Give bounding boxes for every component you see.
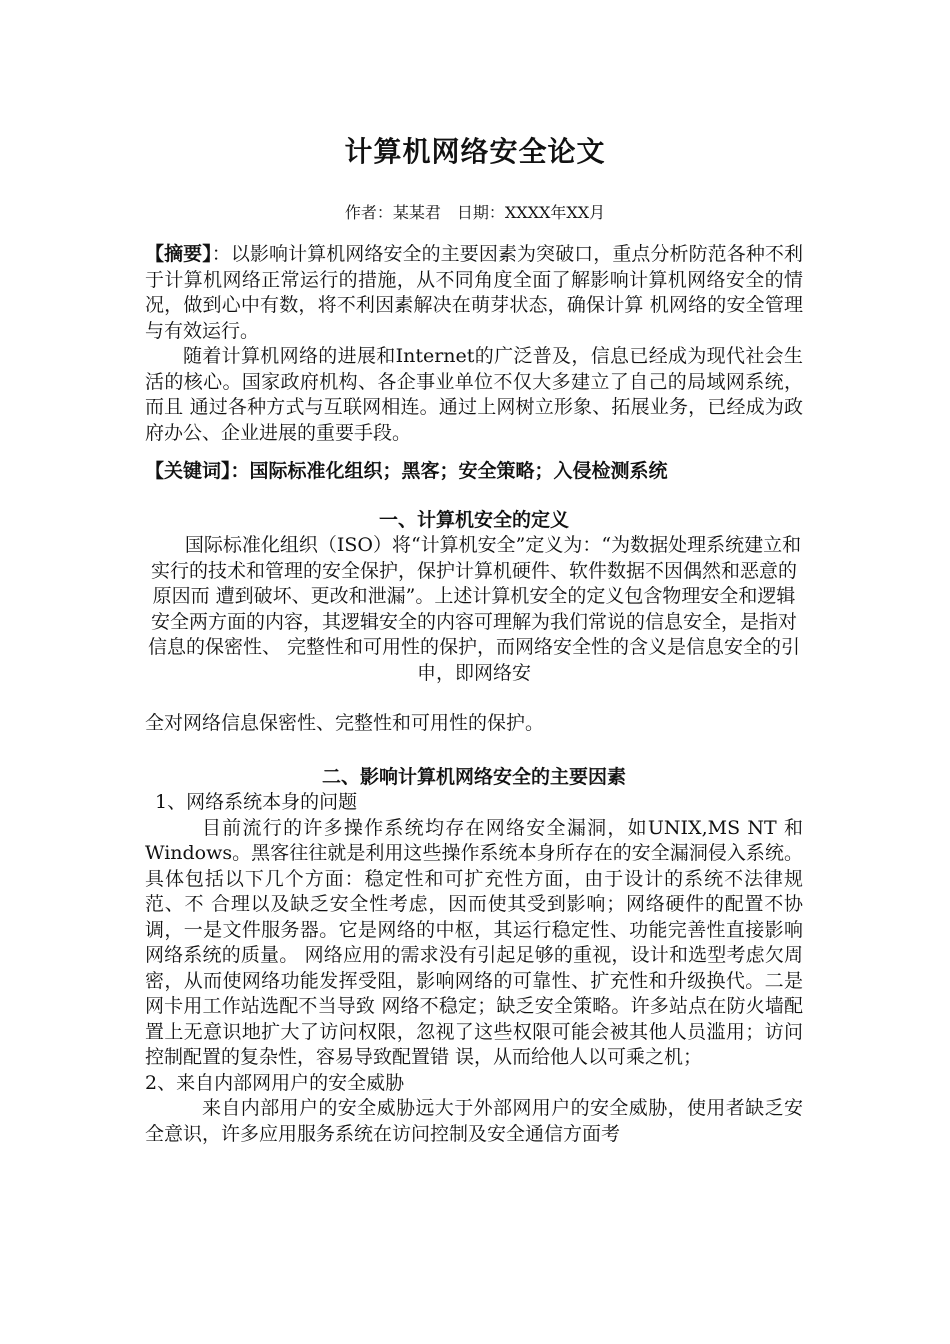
document-body xyxy=(145,242,803,1147)
intro-paragraph: 随着计算机网络的进展和Internet的广泛普及，信息已经成为现代社会生活的核心。国家政府机构、各企事业单位不仅大多建立了自己的局域网系统，而且 通过各种方式与互联网相连。通过上网树立形象、拓展业务，已经成为政府办公、企业进展的重要手段。 xyxy=(145,345,803,444)
section2-heading: 二、影响计算机网络安全的主要因素 xyxy=(321,765,626,788)
section2-sub1-heading: 1、网络系统本身的问题 xyxy=(155,791,358,813)
section2-sub2-paragraph: 来自内部用户的安全威胁远大于外部网用户的安全威胁，使用者缺乏安全意识，许多应用服务系统在访问控制及安全通信方面考 xyxy=(145,1097,803,1145)
keywords-line: 【关键词】：国际标准化组织；黑客；安全策略；入侵检测系统 xyxy=(145,460,668,482)
section1-paragraph-2: 全对网络信息保密性、完整性和可用性的保护。 xyxy=(145,712,545,734)
section2-sub1-paragraph: 目前流行的许多操作系统均存在网络安全漏洞，如UNIX,MS NT 和Windows。黑客往往就是利用这些操作系统本身所存在的安全漏洞侵入系统。具体包括以下几个方面：稳定性和可扩充性方面，由于设计的系统不法律规范、不 合理以及缺乏安全性考虑，因而使其受到影响；网络硬件的配置不协调，一是文件服务器。它是网络的中枢，其运行稳定性、功能完善性直接影响网络系统的质量。 网络应用的需求没有引起足够的重视，设计和选型考虑欠周密，从而使网络功能发挥受阻，影响网络的可靠性、扩充性和升级换代。二是网卡用工作站选配不当导致 网络不稳定；缺乏安全策略。许多站点在防火墙配置上无意识地扩大了访问权限，忽视了这些权限可能会被其他人员滥用；访问控制配置的复杂性，容易导致配置错 误，从而给他人以可乘之机； xyxy=(145,816,803,1068)
document-title: 计算机网络安全论文 xyxy=(344,135,606,168)
section1-paragraph-1: 国际标准化组织（ISO）将“计算机安全”定义为：“为数据处理系统建立和实行的技术和管理的安全保护，保护计算机硬件、软件数据不因偶然和恶意的原因而 遭到破坏、更改和泄漏”。上述计算机安全的定义包含物理安全和逻辑安全两方面的内容，其逻辑安全的内容可理解为我们常说的信息安全，是指对信息的保密性、 完整性和可用性的保护，而网络安全性的含义是信息安全的引申，即网络安 xyxy=(147,534,802,684)
author-date-line: 作者：某某君 日期：XXXX年XX月 xyxy=(344,203,606,222)
abstract-paragraph xyxy=(145,242,803,344)
abstract-label: 【摘要】 xyxy=(145,243,212,265)
section2-sub2-heading: 2、来自内部网用户的安全威胁 xyxy=(145,1071,405,1094)
abstract-text: ：以影响计算机网络安全的主要因素为突破口，重点分析防范各种不利于计算机网络正常运行的措施，从不同角度全面了解影响计算机网络安全的情况，做到心中有数，将不利因素解决在萌芽状态，确保计算 机网络的安全管理与有效运行。 xyxy=(145,243,803,342)
section1-heading: 一、计算机安全的定义 xyxy=(378,508,569,531)
